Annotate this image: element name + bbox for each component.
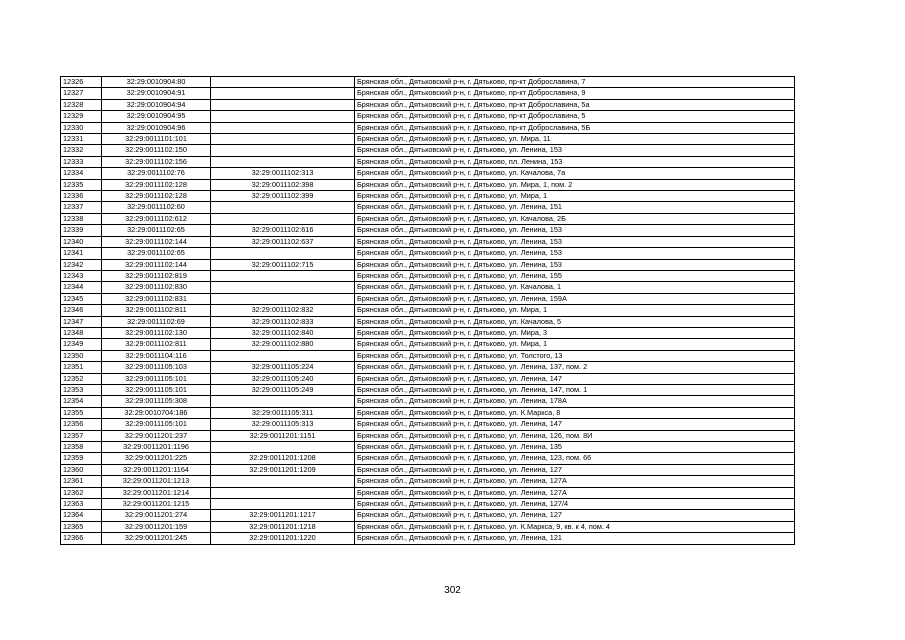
cadastral-number-cell: 32:29:0011102:150 (102, 145, 211, 156)
table-row (61, 236, 795, 247)
cadastral-number-cell: 32:29:0011101:101 (102, 134, 211, 145)
row-number-cell: 12350 (61, 350, 102, 361)
row-number-cell: 12351 (61, 362, 102, 373)
cadastral-number-cell: 32:29:0010904:96 (102, 122, 211, 133)
row-number-cell: 12364 (61, 510, 102, 521)
address-cell: Брянская обл., Дятьковский р-н, г. Дятьково, ул. Ленина, 127 (355, 464, 795, 475)
row-number-cell: 12330 (61, 122, 102, 133)
address-cell: Брянская обл., Дятьковский р-н, г. Дятьково, ул. Качалова, 5 (355, 316, 795, 327)
cadastral-number-cell: 32:29:0011102:830 (102, 282, 211, 293)
cadastral-number-cell: 32:29:0011105:308 (102, 396, 211, 407)
related-cadastral-number-cell (211, 442, 355, 453)
table-row (61, 77, 795, 88)
address-cell: Брянская обл., Дятьковский р-н, г. Дятьково, пл. Ленина, 153 (355, 156, 795, 167)
address-cell: Брянская обл., Дятьковский р-н, г. Дятьково, ул. Мира, 1 (355, 305, 795, 316)
table-row (61, 88, 795, 99)
cadastral-number-cell: 32:29:0011102:60 (102, 202, 211, 213)
cadastral-number-cell: 32:29:0011102:819 (102, 270, 211, 281)
related-cadastral-number-cell: 32:29:0011102:832 (211, 305, 355, 316)
row-number-cell: 12345 (61, 293, 102, 304)
table-row (61, 202, 795, 213)
related-cadastral-number-cell: 32:29:0011102:840 (211, 327, 355, 338)
row-number-cell: 12356 (61, 419, 102, 430)
row-number-cell: 12353 (61, 384, 102, 395)
table-row (61, 191, 795, 202)
row-number-cell: 12335 (61, 179, 102, 190)
cadastral-number-cell: 32:29:0011102:65 (102, 225, 211, 236)
address-cell: Брянская обл., Дятьковский р-н, г. Дятьково, ул. Качалова, 1 (355, 282, 795, 293)
cadastral-number-cell: 32:29:0011105:101 (102, 384, 211, 395)
row-number-cell: 12342 (61, 259, 102, 270)
address-cell: Брянская обл., Дятьковский р-н, г. Дятьково, ул. К.Маркса, 9, кв. к 4, пом. 4 (355, 521, 795, 532)
cadastral-number-cell: 32:29:0011201:1196 (102, 442, 211, 453)
related-cadastral-number-cell (211, 145, 355, 156)
cadastral-number-cell: 32:29:0011201:245 (102, 533, 211, 544)
table-row (61, 384, 795, 395)
table-row (61, 259, 795, 270)
address-cell: Брянская обл., Дятьковский р-н, г. Дятьково, ул. Ленина, 151 (355, 202, 795, 213)
related-cadastral-number-cell: 32:29:0011201:1217 (211, 510, 355, 521)
address-cell: Брянская обл., Дятьковский р-н, г. Дятьково, ул. Ленина, 153 (355, 259, 795, 270)
related-cadastral-number-cell: 32:29:0011102:880 (211, 339, 355, 350)
address-cell: Брянская обл., Дятьковский р-н, г. Дятьково, ул. Качалова, 2Б (355, 213, 795, 224)
address-cell: Брянская обл., Дятьковский р-н, г. Дятьково, ул. Ленина, 127 (355, 510, 795, 521)
row-number-cell: 12354 (61, 396, 102, 407)
row-number-cell: 12360 (61, 464, 102, 475)
row-number-cell: 12355 (61, 407, 102, 418)
row-number-cell: 12343 (61, 270, 102, 281)
related-cadastral-number-cell: 32:29:0011201:1220 (211, 533, 355, 544)
cadastral-number-cell: 32:29:0011201:237 (102, 430, 211, 441)
cadastral-number-cell: 32:29:0011102:69 (102, 316, 211, 327)
related-cadastral-number-cell (211, 270, 355, 281)
row-number-cell: 12346 (61, 305, 102, 316)
address-cell: Брянская обл., Дятьковский р-н, г. Дятьково, ул. Ленина, 153 (355, 236, 795, 247)
row-number-cell: 12341 (61, 248, 102, 259)
related-cadastral-number-cell (211, 350, 355, 361)
cadastral-number-cell: 32:29:0011102:612 (102, 213, 211, 224)
related-cadastral-number-cell (211, 499, 355, 510)
row-number-cell: 12333 (61, 156, 102, 167)
cadastral-number-cell: 32:29:0011102:76 (102, 168, 211, 179)
related-cadastral-number-cell (211, 134, 355, 145)
address-cell: Брянская обл., Дятьковский р-н, г. Дятьково, ул. Мира, 1 (355, 339, 795, 350)
cadastral-number-cell: 32:29:0011105:103 (102, 362, 211, 373)
related-cadastral-number-cell: 32:29:0011102:833 (211, 316, 355, 327)
related-cadastral-number-cell (211, 248, 355, 259)
address-cell: Брянская обл., Дятьковский р-н, г. Дятьково, ул. Ленина, 123, пом. 66 (355, 453, 795, 464)
address-cell: Брянская обл., Дятьковский р-н, г. Дятьково, ул. Ленина, 153 (355, 225, 795, 236)
related-cadastral-number-cell: 32:29:0011102:313 (211, 168, 355, 179)
cadastral-number-cell: 32:29:0011104:116 (102, 350, 211, 361)
address-cell: Брянская обл., Дятьковский р-н, г. Дятьково, ул. Ленина, 147 (355, 373, 795, 384)
row-number-cell: 12339 (61, 225, 102, 236)
related-cadastral-number-cell (211, 156, 355, 167)
address-cell: Брянская обл., Дятьковский р-н, г. Дятьково, ул. К.Маркса, 8 (355, 407, 795, 418)
related-cadastral-number-cell: 32:29:0011105:313 (211, 419, 355, 430)
table-row (61, 99, 795, 110)
cadastral-number-cell: 32:29:0010704:186 (102, 407, 211, 418)
cadastral-number-cell: 32:29:0011102:128 (102, 179, 211, 190)
cadastral-number-cell: 32:29:0010904:91 (102, 88, 211, 99)
table-row (61, 499, 795, 510)
table-row (61, 270, 795, 281)
row-number-cell: 12359 (61, 453, 102, 464)
cadastral-number-cell: 32:29:0011102:811 (102, 339, 211, 350)
row-number-cell: 12329 (61, 111, 102, 122)
table-row (61, 442, 795, 453)
related-cadastral-number-cell: 32:29:0011102:715 (211, 259, 355, 270)
cadastral-number-cell: 32:29:0011201:1213 (102, 476, 211, 487)
table-row (61, 476, 795, 487)
table-row (61, 122, 795, 133)
address-cell: Брянская обл., Дятьковский р-н, г. Дятьково, ул. Ленина, 153 (355, 145, 795, 156)
cadastral-number-cell: 32:29:0011102:128 (102, 191, 211, 202)
page-number: 302 (444, 585, 461, 596)
related-cadastral-number-cell: 32:29:0011201:1209 (211, 464, 355, 475)
address-cell: Брянская обл., Дятьковский р-н, г. Дятьково, ул. Ленина, 147, пом. 1 (355, 384, 795, 395)
cadastral-number-cell: 32:29:0011102:65 (102, 248, 211, 259)
table-row (61, 350, 795, 361)
cadastral-number-cell: 32:29:0011102:831 (102, 293, 211, 304)
table-row (61, 407, 795, 418)
address-cell: Брянская обл., Дятьковский р-н, г. Дятьково, ул. Качалова, 7а (355, 168, 795, 179)
cadastral-number-cell: 32:29:0010904:95 (102, 111, 211, 122)
table-row (61, 533, 795, 544)
table-row (61, 362, 795, 373)
row-number-cell: 12357 (61, 430, 102, 441)
related-cadastral-number-cell (211, 77, 355, 88)
address-cell: Брянская обл., Дятьковский р-н, г. Дятьково, ул. Ленина, 127А (355, 487, 795, 498)
address-cell: Брянская обл., Дятьковский р-н, г. Дятьково, ул. Толстого, 13 (355, 350, 795, 361)
address-cell: Брянская обл., Дятьковский р-н, г. Дятьково, ул. Ленина, 137, пом. 2 (355, 362, 795, 373)
table-row (61, 134, 795, 145)
table-row (61, 419, 795, 430)
table-row (61, 156, 795, 167)
related-cadastral-number-cell: 32:29:0011201:1218 (211, 521, 355, 532)
table-row (61, 179, 795, 190)
row-number-cell: 12344 (61, 282, 102, 293)
table-row (61, 430, 795, 441)
related-cadastral-number-cell (211, 282, 355, 293)
cadastral-number-cell: 32:29:0010904:80 (102, 77, 211, 88)
cadastral-number-cell: 32:29:0011201:225 (102, 453, 211, 464)
cadastral-number-cell: 32:29:0011102:811 (102, 305, 211, 316)
address-cell: Брянская обл., Дятьковский р-н, г. Дятьково, ул. Ленина, 135 (355, 442, 795, 453)
row-number-cell: 12327 (61, 88, 102, 99)
related-cadastral-number-cell: 32:29:0011201:1151 (211, 430, 355, 441)
table-row (61, 339, 795, 350)
address-cell: Брянская обл., Дятьковский р-н, г. Дятьково, ул. Ленина, 126, пом. 8И (355, 430, 795, 441)
address-cell: Брянская обл., Дятьковский р-н, г. Дятьково, ул. Ленина, 155 (355, 270, 795, 281)
row-number-cell: 12340 (61, 236, 102, 247)
row-number-cell: 12334 (61, 168, 102, 179)
address-cell: Брянская обл., Дятьковский р-н, г. Дятьково, ул. Мира, 1 (355, 191, 795, 202)
row-number-cell: 12363 (61, 499, 102, 510)
table-row (61, 145, 795, 156)
related-cadastral-number-cell: 32:29:0011102:616 (211, 225, 355, 236)
cadastral-number-cell: 32:29:0011201:1164 (102, 464, 211, 475)
address-cell: Брянская обл., Дятьковский р-н, г. Дятьково, ул. Мира, 11 (355, 134, 795, 145)
cadastral-number-cell: 32:29:0011105:101 (102, 419, 211, 430)
related-cadastral-number-cell (211, 202, 355, 213)
address-cell: Брянская обл., Дятьковский р-н, г. Дятьково, пр-кт Доброславина, 5Б (355, 122, 795, 133)
table-row (61, 168, 795, 179)
row-number-cell: 12358 (61, 442, 102, 453)
cadastral-number-cell: 32:29:0011201:1214 (102, 487, 211, 498)
cadastral-number-cell: 32:29:0011102:144 (102, 236, 211, 247)
address-cell: Брянская обл., Дятьковский р-н, г. Дятьково, ул. Ленина, 127А (355, 476, 795, 487)
table-row (61, 396, 795, 407)
table-row (61, 316, 795, 327)
row-number-cell: 12365 (61, 521, 102, 532)
address-cell: Брянская обл., Дятьковский р-н, г. Дятьково, ул. Ленина, 147 (355, 419, 795, 430)
related-cadastral-number-cell: 32:29:0011102:398 (211, 179, 355, 190)
related-cadastral-number-cell: 32:29:0011105:240 (211, 373, 355, 384)
related-cadastral-number-cell: 32:29:0011105:224 (211, 362, 355, 373)
row-number-cell: 12338 (61, 213, 102, 224)
row-number-cell: 12331 (61, 134, 102, 145)
property-registry-table (60, 76, 795, 545)
address-cell: Брянская обл., Дятьковский р-н, г. Дятьково, ул. Ленина, 127/4 (355, 499, 795, 510)
table-row (61, 305, 795, 316)
address-cell: Брянская обл., Дятьковский р-н, г. Дятьково, пр-кт Доброславина, 9 (355, 88, 795, 99)
cadastral-number-cell: 32:29:0011201:159 (102, 521, 211, 532)
cadastral-number-cell: 32:29:0011102:130 (102, 327, 211, 338)
table-row (61, 510, 795, 521)
address-cell: Брянская обл., Дятьковский р-н, г. Дятьково, ул. Ленина, 159А (355, 293, 795, 304)
related-cadastral-number-cell (211, 476, 355, 487)
related-cadastral-number-cell (211, 88, 355, 99)
row-number-cell: 12326 (61, 77, 102, 88)
row-number-cell: 12332 (61, 145, 102, 156)
table-row (61, 293, 795, 304)
row-number-cell: 12349 (61, 339, 102, 350)
cadastral-number-cell: 32:29:0010904:94 (102, 99, 211, 110)
row-number-cell: 12366 (61, 533, 102, 544)
related-cadastral-number-cell: 32:29:0011201:1208 (211, 453, 355, 464)
table-body (61, 77, 795, 545)
table-row (61, 213, 795, 224)
row-number-cell: 12348 (61, 327, 102, 338)
related-cadastral-number-cell: 32:29:0011105:311 (211, 407, 355, 418)
table-row (61, 487, 795, 498)
address-cell: Брянская обл., Дятьковский р-н, г. Дятьково, пр-кт Доброславина, 5 (355, 111, 795, 122)
related-cadastral-number-cell: 32:29:0011102:637 (211, 236, 355, 247)
related-cadastral-number-cell (211, 99, 355, 110)
row-number-cell: 12362 (61, 487, 102, 498)
row-number-cell: 12361 (61, 476, 102, 487)
related-cadastral-number-cell (211, 122, 355, 133)
related-cadastral-number-cell (211, 396, 355, 407)
table-row (61, 521, 795, 532)
row-number-cell: 12328 (61, 99, 102, 110)
table-row (61, 464, 795, 475)
cadastral-number-cell: 32:29:0011105:101 (102, 373, 211, 384)
table-row (61, 373, 795, 384)
row-number-cell: 12336 (61, 191, 102, 202)
cadastral-number-cell: 32:29:0011201:274 (102, 510, 211, 521)
table-row (61, 282, 795, 293)
row-number-cell: 12337 (61, 202, 102, 213)
table-row (61, 327, 795, 338)
table-row (61, 225, 795, 236)
related-cadastral-number-cell (211, 213, 355, 224)
address-cell: Брянская обл., Дятьковский р-н, г. Дятьково, ул. Ленина, 121 (355, 533, 795, 544)
related-cadastral-number-cell (211, 293, 355, 304)
related-cadastral-number-cell (211, 111, 355, 122)
address-cell: Брянская обл., Дятьковский р-н, г. Дятьково, ул. Ленина, 153 (355, 248, 795, 259)
address-cell: Брянская обл., Дятьковский р-н, г. Дятьково, ул. Ленина, 178А (355, 396, 795, 407)
address-cell: Брянская обл., Дятьковский р-н, г. Дятьково, ул. Мира, 1, пом. 2 (355, 179, 795, 190)
address-cell: Брянская обл., Дятьковский р-н, г. Дятьково, пр-кт Доброславина, 7 (355, 77, 795, 88)
cadastral-number-cell: 32:29:0011201:1215 (102, 499, 211, 510)
cadastral-number-cell: 32:29:0011102:144 (102, 259, 211, 270)
related-cadastral-number-cell: 32:29:0011105:249 (211, 384, 355, 395)
address-cell: Брянская обл., Дятьковский р-н, г. Дятьково, пр-кт Доброславина, 5а (355, 99, 795, 110)
row-number-cell: 12352 (61, 373, 102, 384)
address-cell: Брянская обл., Дятьковский р-н, г. Дятьково, ул. Мира, 3 (355, 327, 795, 338)
table-row (61, 248, 795, 259)
row-number-cell: 12347 (61, 316, 102, 327)
table-row (61, 111, 795, 122)
related-cadastral-number-cell: 32:29:0011102:399 (211, 191, 355, 202)
table-row (61, 453, 795, 464)
cadastral-number-cell: 32:29:0011102:156 (102, 156, 211, 167)
related-cadastral-number-cell (211, 487, 355, 498)
